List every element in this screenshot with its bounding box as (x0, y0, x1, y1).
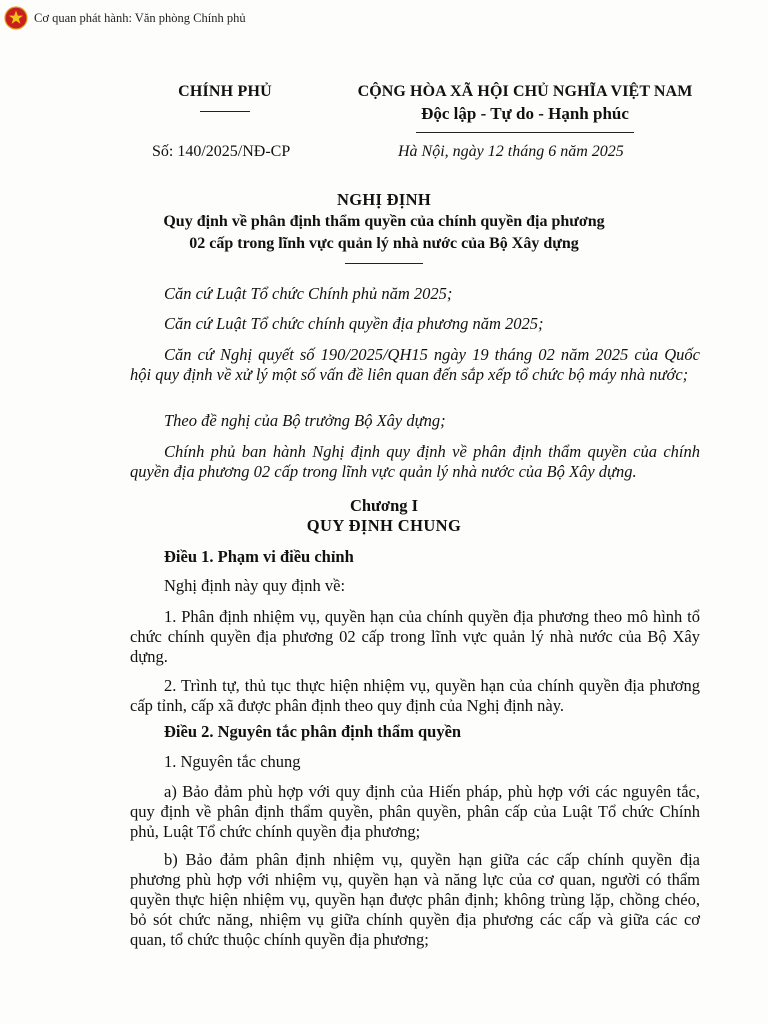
article-1-item: 1. Phân định nhiệm vụ, quyền hạn của chính quyền địa phương theo mô hình tổ chức chính quyền địa phương 02 cấp trong lĩnh vực quản lý nhà nước của Bộ Xây dựng. (130, 607, 700, 666)
article-2-item: b) Bảo đảm phân định nhiệm vụ, quyền hạn giữa các cấp chính quyền địa phương phù hợp với nhiệm vụ, quyền hạn và năng lực của cơ quan, người có thẩm quyền thực hiện nhiệm vụ, quyền hạn được phân định; không trùng lặp, chồng chéo, bỏ sót chức năng, nhiệm vụ giữa chính quyền địa phương các cấp và giữa các cơ quan, tổ chức thuộc chính quyền địa phương; (130, 850, 700, 949)
chapter-title: QUY ĐỊNH CHUNG (306, 516, 462, 535)
issuer-bar (4, 5, 246, 31)
article-1-heading: Điều 1. Phạm vi điều chỉnh (164, 547, 354, 566)
preamble-paragraph: Căn cứ Luật Tổ chức chính quyền địa phương năm 2025; (164, 314, 544, 333)
preamble-paragraph: Theo đề nghị của Bộ trưởng Bộ Xây dựng; (164, 411, 446, 430)
national-motto: Độc lập - Tự do - Hạnh phúc (421, 104, 629, 123)
article-2-item: 1. Nguyên tắc chung (164, 752, 301, 771)
country-name: CỘNG HÒA XÃ HỘI CHỦ NGHĨA VIỆT NAM (357, 83, 693, 100)
subject-line-2: 02 cấp trong lĩnh vực quản lý nhà nước của Bộ Xây dựng (189, 235, 579, 252)
place-and-date: Hà Nội, ngày 12 tháng 6 năm 2025 (398, 143, 624, 160)
issuing-authority: CHÍNH PHỦ (178, 83, 272, 100)
issuer-header (150, 83, 300, 112)
preamble-paragraph: Căn cứ Nghị quyết số 190/2025/QH15 ngày 19 tháng 02 năm 2025 của Quốc hội quy định về xử lý một số vấn đề liên quan đến sắp xếp tổ chức bộ máy nhà nước; (130, 345, 700, 384)
state-emblem-icon (4, 6, 28, 30)
national-header (330, 83, 720, 133)
document-number: Số: 140/2025/NĐ-CP (152, 143, 291, 160)
divider (345, 263, 423, 264)
document-type: NGHỊ ĐỊNH (337, 190, 431, 209)
article-1-item: 2. Trình tự, thủ tục thực hiện nhiệm vụ, quyền hạn của chính quyền địa phương cấp tỉnh, cấp xã được phân định theo quy định của Nghị định này. (130, 676, 700, 715)
article-1-intro: Nghị định này quy định về: (164, 576, 346, 595)
document-title (100, 190, 668, 264)
divider (416, 132, 634, 133)
article-2-item: a) Bảo đảm phù hợp với quy định của Hiến pháp, phù hợp với các nguyên tắc, quy định về phân định thẩm quyền, phân quyền, phân cấp của Luật Tổ chức Chính phủ, Luật Tổ chức chính quyền địa phương; (130, 782, 700, 841)
article-2-heading: Điều 2. Nguyên tắc phân định thẩm quyền (164, 722, 462, 741)
preamble-paragraph: Chính phủ ban hành Nghị định quy định về phân định thẩm quyền của chính quyền địa phương 02 cấp trong lĩnh vực quản lý nhà nước của Bộ Xây dựng. (130, 442, 700, 481)
divider (200, 111, 250, 112)
subject-line-1: Quy định về phân định thẩm quyền của chính quyền địa phương (163, 213, 605, 230)
preamble-paragraph: Căn cứ Luật Tổ chức Chính phủ năm 2025; (164, 284, 453, 303)
chapter-label: Chương I (349, 496, 419, 515)
issuer-label: Cơ quan phát hành: Văn phòng Chính phủ (34, 10, 246, 25)
